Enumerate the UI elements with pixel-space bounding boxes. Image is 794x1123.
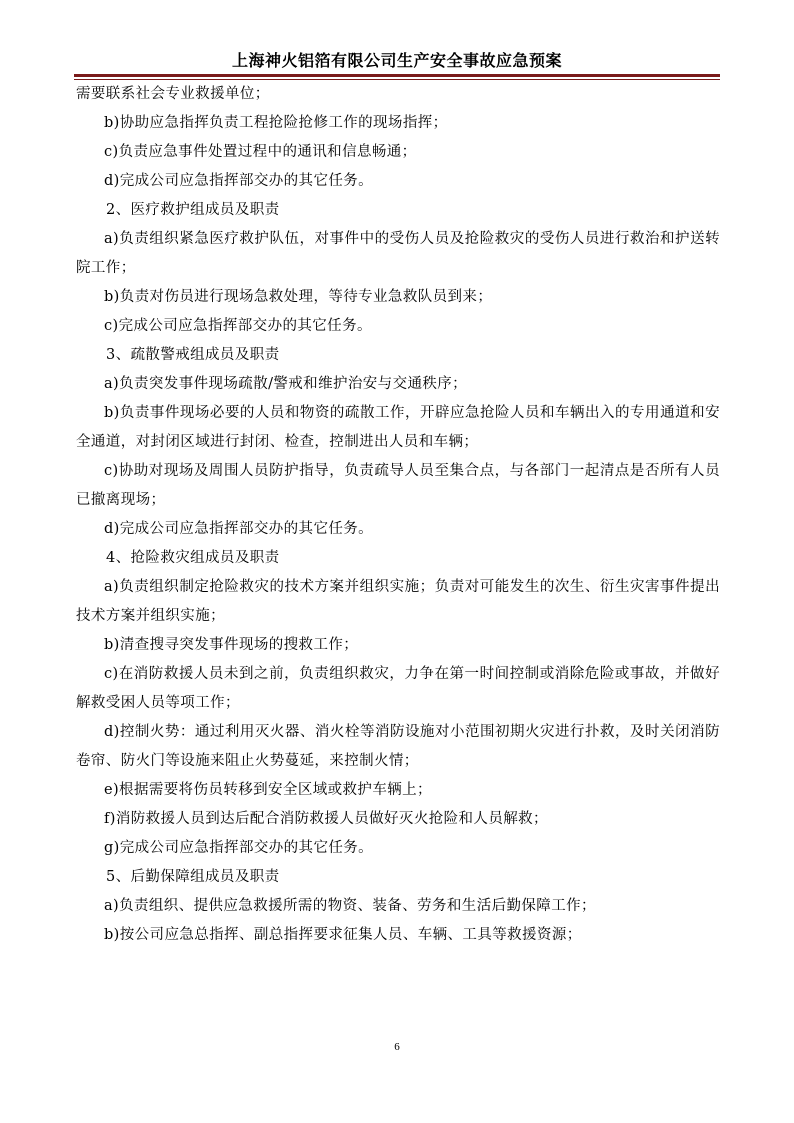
paragraph: e)根据需要将伤员转移到安全区域或救护车辆上； [104, 782, 432, 798]
paragraph: b)清查搜寻突发事件现场的搜救工作； [104, 637, 359, 653]
paragraph: b)负责对伤员进行现场急救处理，等待专业急救队员到来； [104, 289, 493, 305]
paragraph: c)完成公司应急指挥部交办的其它任务。 [104, 318, 372, 334]
paragraph: c)协助对现场及周围人员防护指导，负责疏导人员至集合点，与各部门一起清点是否所有人员已撤离现场； [76, 463, 720, 508]
document-header-title: 上海神火铝箔有限公司生产安全事故应急预案 [231, 51, 562, 70]
section-heading: 5、后勤保障组成员及职责 [106, 869, 280, 885]
paragraph: c)在消防救援人员未到之前，负责组织救灾，力争在第一时间控制或消除危险或事故，并做好解救受困人员等项工作； [76, 666, 720, 711]
paragraph: g)完成公司应急指挥部交办的其它任务。 [104, 840, 374, 856]
paragraph: c)负责应急事件处置过程中的通讯和信息畅通； [104, 144, 417, 160]
paragraph: 需要联系社会专业救援单位； [76, 86, 270, 102]
section-heading: 3、疏散警戒组成员及职责 [106, 347, 280, 363]
paragraph: a)负责突发事件现场疏散/警戒和维护治安与交通秩序； [104, 376, 468, 392]
section-heading: 4、抢险救灾组成员及职责 [106, 550, 280, 566]
paragraph: a)负责组织制定抢险救灾的技术方案并组织实施；负责对可能发生的次生、衍生灾害事件提出技术方案并组织实施； [76, 579, 720, 624]
paragraph: b)按公司应急总指挥、副总指挥要求征集人员、车辆、工具等救援资源； [104, 927, 582, 943]
page-number: 6 [394, 1041, 400, 1053]
paragraph: a)负责组织、提供应急救援所需的物资、装备、劳务和生活后勤保障工作； [104, 898, 596, 914]
document-body [76, 80, 720, 950]
header-rule-thick [74, 74, 720, 77]
paragraph: d)控制火势：通过利用灭火器、消火栓等消防设施对小范围初期火灾进行扑救，及时关闭消防卷帘、防火门等设施来阻止火势蔓延，来控制火情； [76, 724, 720, 769]
section-heading: 2、医疗救护组成员及职责 [106, 202, 280, 218]
paragraph: f)消防救援人员到达后配合消防救援人员做好灭火抢险和人员解救； [104, 811, 548, 827]
paragraph: a)负责组织紧急医疗救护队伍，对事件中的受伤人员及抢险救灾的受伤人员进行救治和护送转院工作； [76, 231, 720, 276]
paragraph: d)完成公司应急指挥部交办的其它任务。 [104, 173, 374, 189]
paragraph: d)完成公司应急指挥部交办的其它任务。 [104, 521, 374, 537]
paragraph: b)协助应急指挥负责工程抢险抢修工作的现场指挥； [104, 115, 448, 131]
paragraph: b)负责事件现场必要的人员和物资的疏散工作，开辟应急抢险人员和车辆出入的专用通道和安全通道，对封闭区域进行封闭、检查，控制进出人员和车辆； [76, 405, 720, 450]
